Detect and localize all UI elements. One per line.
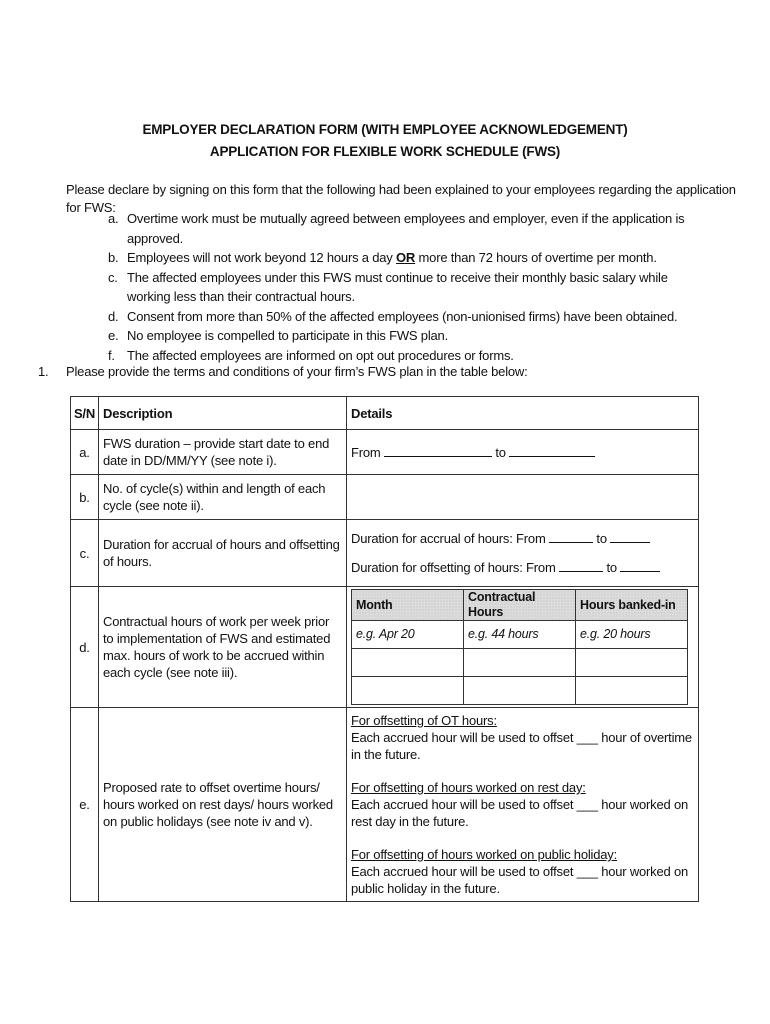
row-description: FWS duration – provide start date to end date in DD/MM/YY (see note i). [99, 430, 347, 475]
row-sn: c. [71, 520, 99, 587]
header-month: Month [352, 590, 464, 621]
declaration-item-a [108, 209, 688, 248]
public-holiday-offset-text: Each accrued hour will be used to offset ___ hour worked on public holiday in the future. [351, 864, 689, 896]
offset-to-blank[interactable] [620, 559, 660, 572]
row-description: No. of cycle(s) within and length of each cycle (see note ii). [99, 475, 347, 520]
row-description: Duration for accrual of hours and offsetting of hours. [99, 520, 347, 587]
item-letter: c. [108, 269, 118, 285]
row-sn: b. [71, 475, 99, 520]
example-contractual-hours: e.g. 44 hours [464, 621, 576, 649]
row-description: Contractual hours of work per week prior to implementation of FWS and estimated max. hours of work to be accrued within each cycle (see note iii). [99, 587, 347, 708]
ot-offset-text: Each accrued hour will be used to offset ___ hour of overtime in the future. [351, 730, 692, 762]
declaration-item-b [108, 248, 688, 268]
to-label: to [596, 531, 607, 546]
header-contractual-hours: Contractual Hours [464, 590, 576, 621]
question-text: Please provide the terms and conditions of your firm’s FWS plan in the table below: [66, 364, 528, 379]
example-hours-banked: e.g. 20 hours [576, 621, 688, 649]
item-letter: a. [108, 211, 119, 226]
declaration-list [108, 209, 688, 365]
example-month: e.g. Apr 20 [352, 621, 464, 649]
end-date-blank[interactable] [509, 444, 595, 457]
ot-offset-heading: For offsetting of OT hours: [351, 713, 497, 728]
header-details: Details [347, 397, 699, 430]
declaration-item-d [108, 307, 688, 327]
row-sn: d. [71, 587, 99, 708]
declaration-item-c [108, 268, 688, 307]
hours-table-row [352, 621, 688, 649]
start-date-blank[interactable] [384, 444, 492, 457]
to-label: to [495, 444, 506, 460]
durations-field[interactable] [347, 520, 699, 587]
hours-table-cell [347, 587, 699, 708]
table-header-row [71, 397, 699, 430]
item-emphasis: OR [396, 250, 416, 265]
hours-table-header [352, 590, 688, 621]
cycles-field[interactable] [347, 475, 699, 520]
header-hours-banked-in: Hours banked-in [576, 590, 688, 621]
public-holiday-offset-heading: For offsetting of hours worked on public holiday: [351, 847, 618, 862]
accrual-from-blank[interactable] [549, 530, 593, 543]
ot-offset-block [351, 712, 694, 763]
item-letter: b. [108, 250, 119, 265]
hours-table-row [352, 677, 688, 705]
intro-paragraph: Please declare by signing on this form that the following had been explained to your employees regarding the application for FWS: [66, 182, 736, 215]
hours-banked-input[interactable] [576, 649, 688, 677]
item-letter: f. [108, 347, 115, 363]
table-row-c [71, 520, 699, 587]
rest-day-offset-block [351, 779, 694, 830]
public-holiday-offset-block [351, 846, 694, 897]
accrual-to-blank[interactable] [610, 530, 650, 543]
item-text-post: more than 72 hours of overtime per month. [415, 250, 657, 265]
table-row-d [71, 587, 699, 708]
question-1 [38, 363, 738, 381]
month-input[interactable] [352, 649, 464, 677]
table-row-e [71, 708, 699, 902]
rest-day-offset-text: Each accrued hour will be used to offset ___ hour worked on rest day in the future. [351, 797, 689, 829]
hours-banked-input[interactable] [576, 677, 688, 705]
row-sn: e. [71, 708, 99, 902]
item-text: The affected employees are informed on opt out procedures or forms. [127, 347, 514, 363]
item-text-pre: Employees will not work beyond 12 hours a day [127, 250, 397, 265]
offset-duration-line [351, 559, 694, 576]
table-row-a [71, 430, 699, 475]
accrual-duration-line [351, 530, 694, 547]
offset-label: Duration for offsetting of hours: From [351, 560, 556, 575]
hours-table [351, 589, 688, 705]
offset-rates-field[interactable] [347, 708, 699, 902]
month-input[interactable] [352, 677, 464, 705]
offset-from-blank[interactable] [559, 559, 603, 572]
item-letter: e. [108, 328, 119, 343]
row-description: Proposed rate to offset overtime hours/ hours worked on rest days/ hours worked on public holidays (see note iv and v). [99, 708, 347, 902]
declaration-item-e [108, 326, 688, 346]
to-label: to [606, 560, 617, 575]
item-text: Overtime work must be mutually agreed between employees and employer, even if the application is approved. [127, 211, 685, 246]
fws-terms-table [70, 396, 699, 902]
header-description: Description [99, 397, 347, 430]
fws-duration-field[interactable] [347, 430, 699, 475]
contractual-hours-input[interactable] [464, 649, 576, 677]
row-sn: a. [71, 430, 99, 475]
form-subtitle: APPLICATION FOR FLEXIBLE WORK SCHEDULE (FWS) [209, 144, 561, 159]
item-text: Consent from more than 50% of the affected employees (non-unionised firms) have been obtained. [127, 308, 678, 324]
item-letter: d. [108, 308, 119, 324]
item-text: The affected employees under this FWS must continue to receive their monthly basic salary while working less than their contractual hours. [127, 269, 668, 304]
question-number: 1. [38, 364, 49, 379]
form-title: EMPLOYER DECLARATION FORM (WITH EMPLOYEE ACKNOWLEDGEMENT) [142, 122, 628, 137]
accrual-label: Duration for accrual of hours: From [351, 531, 546, 546]
contractual-hours-input[interactable] [464, 677, 576, 705]
item-text: No employee is compelled to participate in this FWS plan. [127, 328, 448, 343]
rest-day-offset-heading: For offsetting of hours worked on rest day: [351, 780, 586, 795]
from-label: From [351, 444, 381, 460]
header-sn: S/N [71, 397, 99, 430]
table-row-b [71, 475, 699, 520]
hours-table-row [352, 649, 688, 677]
